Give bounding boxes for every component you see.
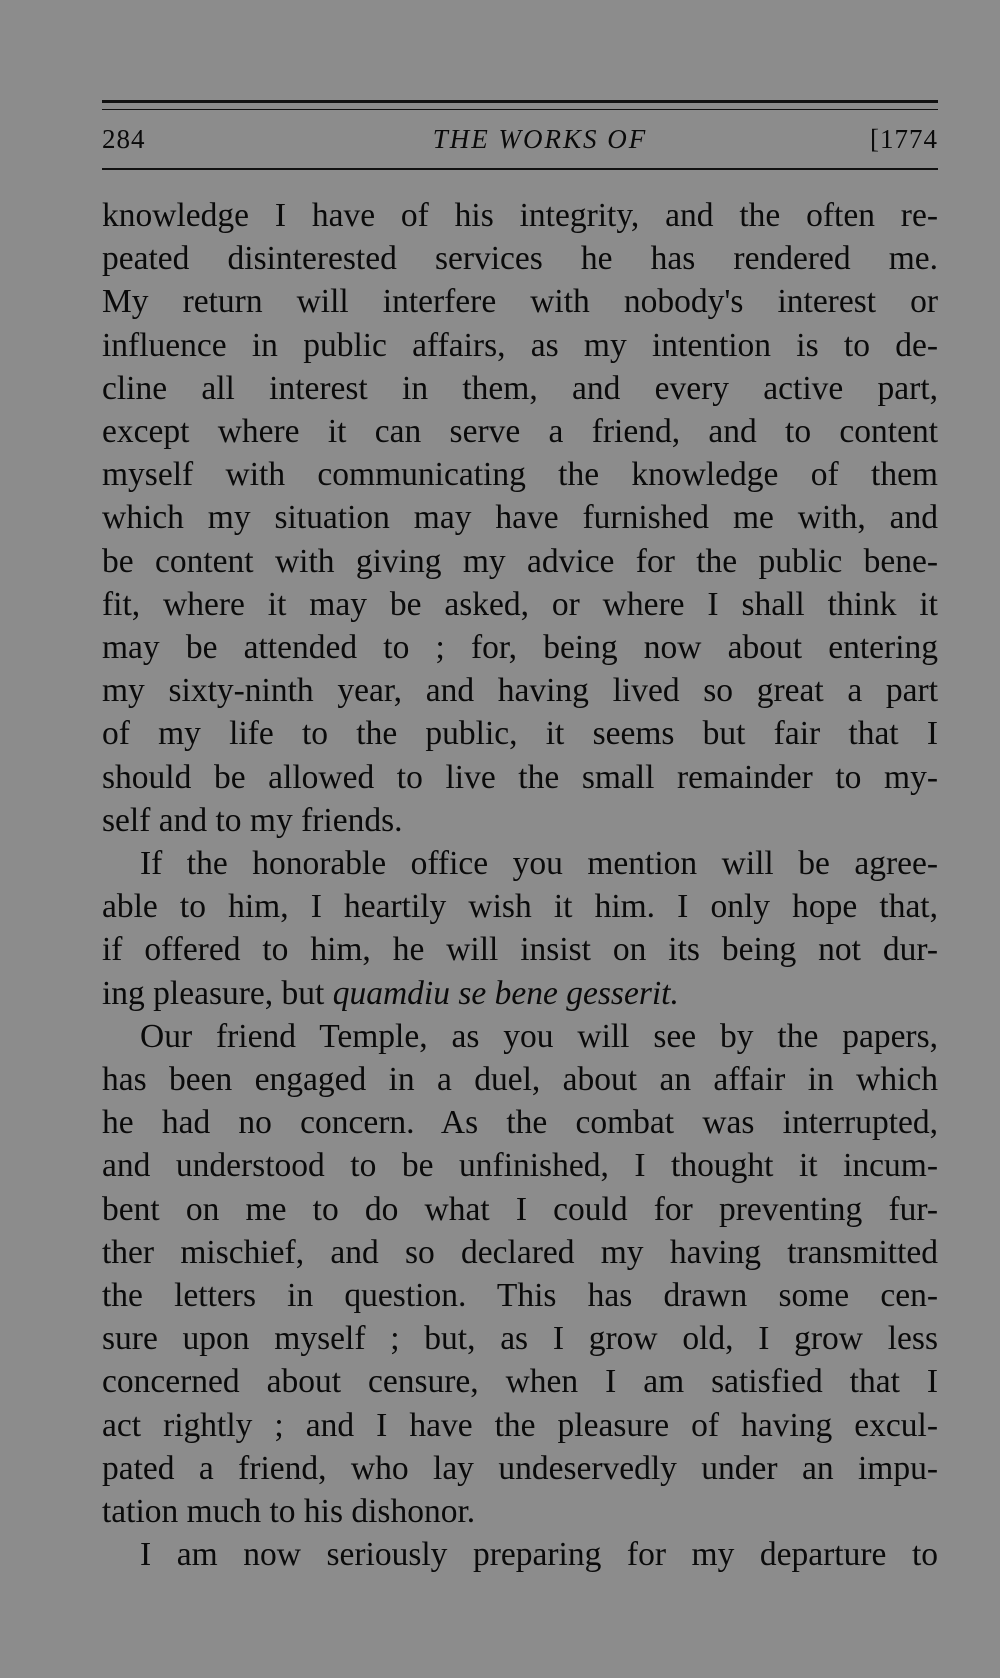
- text-line: bent on me to do what I could for preventing fur-: [102, 1190, 938, 1228]
- latin-phrase: quamdiu se bene gesserit.: [332, 974, 679, 1012]
- book-page: [102, 100, 938, 1577]
- text-line: My return will interfere with nobody's interest or: [102, 283, 938, 321]
- text-line: If the honorable office you mention will be agree-: [140, 845, 938, 883]
- text-line: tation much to his dishonor.: [102, 1493, 476, 1531]
- text-line: be content with giving my advice for the public bene-: [102, 542, 938, 580]
- text-line: which my situation may have furnished me with, and: [102, 499, 938, 537]
- running-year: [1774: [870, 124, 938, 154]
- text-line: may be attended to ; for, being now about entering: [102, 629, 938, 667]
- text-line: knowledge I have of his integrity, and the often re-: [102, 197, 938, 234]
- text-line: except where it can serve a friend, and to content: [102, 413, 938, 451]
- text-line: pated a friend, who lay undeservedly under an impu-: [102, 1449, 938, 1487]
- text-line: should be allowed to live the small remainder to my-: [102, 758, 938, 796]
- text-line: my sixty-ninth year, and having lived so great a part: [102, 672, 938, 710]
- text-line: sure upon myself ; but, as I grow old, I grow less: [102, 1320, 938, 1358]
- text-line: able to him, I heartily wish it him. I only hope that,: [102, 888, 938, 926]
- text-line: I am now seriously preparing for my departure to: [140, 1536, 938, 1574]
- text-line: influence in public affairs, as my intention is to de-: [102, 326, 938, 364]
- text-line: concerned about censure, when I am satisfied that I: [102, 1363, 938, 1401]
- text-line: he had no concern. As the combat was interrupted,: [102, 1104, 938, 1142]
- header-rule-bottom: [102, 168, 938, 170]
- text-line: peated disinterested services he has rendered me.: [102, 240, 938, 278]
- text-line: the letters in question. This has drawn some cen-: [102, 1277, 938, 1315]
- text-line: cline all interest in them, and every active part,: [102, 369, 938, 407]
- text-line: fit, where it may be asked, or where I shall think it: [102, 585, 938, 623]
- text-line: myself with communicating the knowledge of them: [102, 456, 938, 494]
- text-line: Our friend Temple, as you will see by the papers,: [140, 1017, 938, 1055]
- text-line: ther mischief, and so declared my having transmitted: [102, 1233, 938, 1271]
- page-number: 284: [102, 124, 146, 154]
- running-title: THE WORKS OF: [432, 124, 648, 154]
- running-head: [102, 110, 938, 168]
- text-line: of my life to the public, it seems but fair that I: [102, 715, 938, 753]
- page-body: [102, 194, 938, 1577]
- text-fragment: ing pleasure, but: [102, 974, 333, 1012]
- text-line: has been engaged in a duel, about an affair in which: [102, 1061, 938, 1099]
- text-line: and understood to be unfinished, I thought it incum-: [102, 1147, 938, 1185]
- text-line: self and to my friends.: [102, 801, 403, 839]
- text-line-mixed: [102, 972, 938, 1015]
- text-line: act rightly ; and I have the pleasure of having excul-: [102, 1406, 938, 1444]
- header-rule-thick: [102, 100, 938, 103]
- text-line: if offered to him, he will insist on its being not dur-: [102, 931, 938, 969]
